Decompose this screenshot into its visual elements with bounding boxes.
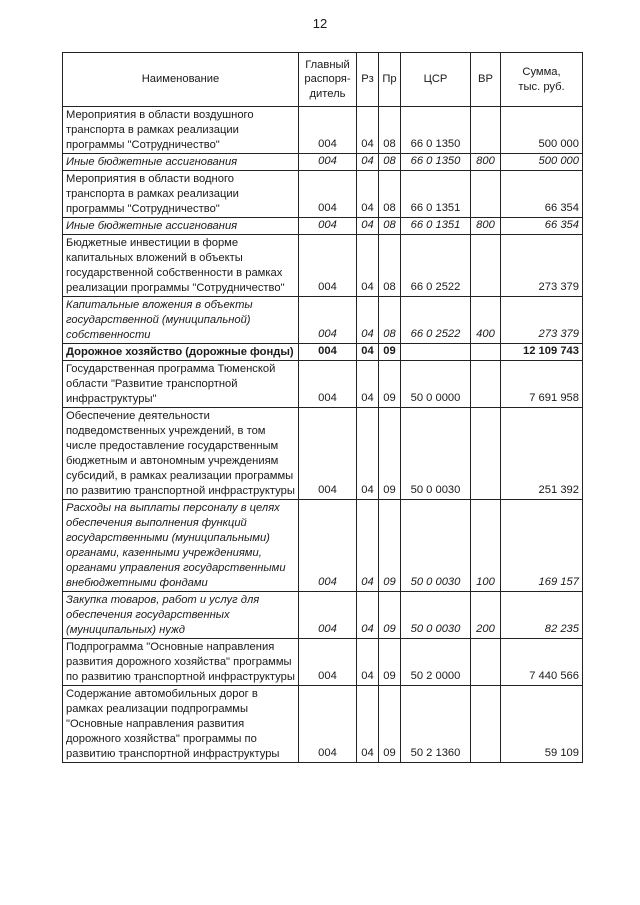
row-sum: 66 354 (501, 218, 583, 235)
row-rz: 04 (357, 154, 379, 171)
row-rz: 04 (357, 686, 379, 763)
row-rz: 04 (357, 344, 379, 361)
row-csr: 50 0 0030 (401, 592, 471, 639)
row-admin: 004 (299, 408, 357, 500)
header-pr: Пр (379, 53, 401, 107)
row-name: Иные бюджетные ассигнования (63, 154, 299, 171)
row-pr: 09 (379, 639, 401, 686)
page-number: 12 (312, 16, 328, 31)
row-name: Мероприятия в области воздушного транспорта в рамках реализации программы "Сотрудничество" (63, 107, 299, 154)
row-vr (471, 171, 501, 218)
header-sum-line1: Сумма, (522, 66, 561, 78)
row-pr: 09 (379, 361, 401, 408)
row-admin: 004 (299, 107, 357, 154)
header-csr: ЦСР (401, 53, 471, 107)
row-name: Капитальные вложения в объекты государственной (муниципальной) собственности (63, 297, 299, 344)
header-sum-line2: тыс. руб. (518, 80, 565, 93)
row-admin: 004 (299, 686, 357, 763)
row-admin: 004 (299, 344, 357, 361)
row-admin: 004 (299, 639, 357, 686)
row-admin: 004 (299, 500, 357, 592)
row-rz: 04 (357, 235, 379, 297)
row-sum: 12 109 743 (501, 344, 583, 361)
row-admin: 004 (299, 171, 357, 218)
row-name: Закупка товаров, работ и услуг для обеспечения государственных (муниципальных) нужд (63, 592, 299, 639)
row-name: Дорожное хозяйство (дорожные фонды) (63, 344, 299, 361)
header-vr: ВР (471, 53, 501, 107)
table-row (63, 171, 583, 218)
row-vr: 200 (471, 592, 501, 639)
row-csr: 50 2 1360 (401, 686, 471, 763)
row-name: Содержание автомобильных дорог в рамках реализации подпрограммы "Основные направления развития дорожного хозяйства" программы по развитию транспортной инфраструктуры (63, 686, 299, 763)
row-name: Обеспечение деятельности подведомственных учреждений, в том числе предоставление государственным бюджетным и автономным учреждениям субсидий, в рамках реализации программы по развитию транспортной инфраструктуры (63, 408, 299, 500)
row-rz: 04 (357, 361, 379, 408)
row-sum: 500 000 (501, 107, 583, 154)
row-admin: 004 (299, 592, 357, 639)
row-rz: 04 (357, 218, 379, 235)
row-rz: 04 (357, 107, 379, 154)
table-row (63, 500, 583, 592)
row-pr: 08 (379, 297, 401, 344)
header-admin-line3: дитель (309, 87, 346, 100)
row-vr (471, 408, 501, 500)
row-pr: 09 (379, 686, 401, 763)
row-vr (471, 107, 501, 154)
row-rz: 04 (357, 639, 379, 686)
row-pr: 08 (379, 218, 401, 235)
row-sum: 7 440 566 (501, 639, 583, 686)
row-admin: 004 (299, 235, 357, 297)
row-admin: 004 (299, 154, 357, 171)
row-vr (471, 639, 501, 686)
table-row (63, 361, 583, 408)
row-pr: 09 (379, 408, 401, 500)
row-admin: 004 (299, 218, 357, 235)
table-row (63, 592, 583, 639)
row-rz: 04 (357, 592, 379, 639)
table-row (63, 218, 583, 235)
row-sum: 59 109 (501, 686, 583, 763)
row-sum: 7 691 958 (501, 361, 583, 408)
row-csr: 50 0 0000 (401, 361, 471, 408)
row-vr (471, 235, 501, 297)
row-rz: 04 (357, 500, 379, 592)
table-row (63, 107, 583, 154)
row-vr: 100 (471, 500, 501, 592)
table-row (63, 639, 583, 686)
row-vr (471, 344, 501, 361)
header-admin-line1: Главный (305, 58, 350, 71)
row-vr (471, 361, 501, 408)
table-body (63, 107, 583, 763)
header-admin (299, 53, 357, 107)
row-sum: 82 235 (501, 592, 583, 639)
row-admin: 004 (299, 361, 357, 408)
table-row (63, 297, 583, 344)
row-admin: 004 (299, 297, 357, 344)
row-name: Подпрограмма "Основные направления развития дорожного хозяйства" программы по развитию транспортной инфраструктуры (63, 639, 299, 686)
table-row (63, 408, 583, 500)
row-pr: 09 (379, 344, 401, 361)
row-name: Бюджетные инвестиции в форме капитальных вложений в объекты государственной собственности в рамках реализации программы "Сотрудничество" (63, 235, 299, 297)
row-csr: 50 0 0030 (401, 500, 471, 592)
row-name: Расходы на выплаты персоналу в целях обеспечения выполнения функций государственными (муниципальными) органами, казенными учреждениями, органами управления государственными внебюджетными фондами (63, 500, 299, 592)
header-name: Наименование (63, 53, 299, 107)
row-sum: 169 157 (501, 500, 583, 592)
header-sum (501, 53, 583, 107)
table-row (63, 686, 583, 763)
row-csr: 66 0 1350 (401, 107, 471, 154)
row-vr: 400 (471, 297, 501, 344)
row-name: Мероприятия в области водного транспорта в рамках реализации программы "Сотрудничество" (63, 171, 299, 218)
budget-table (62, 52, 583, 763)
row-sum: 251 392 (501, 408, 583, 500)
row-csr: 50 2 0000 (401, 639, 471, 686)
row-name: Государственная программа Тюменской области "Развитие транспортной инфраструктуры" (63, 361, 299, 408)
header-row (63, 53, 583, 107)
row-csr: 66 0 1351 (401, 171, 471, 218)
row-csr: 50 0 0030 (401, 408, 471, 500)
row-rz: 04 (357, 408, 379, 500)
row-pr: 09 (379, 500, 401, 592)
row-vr: 800 (471, 154, 501, 171)
row-rz: 04 (357, 171, 379, 218)
row-pr: 08 (379, 107, 401, 154)
row-vr: 800 (471, 218, 501, 235)
row-pr: 08 (379, 154, 401, 171)
table-row (63, 344, 583, 361)
row-csr: 66 0 1351 (401, 218, 471, 235)
row-csr: 66 0 2522 (401, 235, 471, 297)
row-vr (471, 686, 501, 763)
header-admin-line2: распоря- (304, 73, 351, 86)
row-csr: 66 0 2522 (401, 297, 471, 344)
header-rz: Рз (357, 53, 379, 107)
table-row (63, 235, 583, 297)
row-pr: 09 (379, 592, 401, 639)
row-sum: 273 379 (501, 297, 583, 344)
row-sum: 66 354 (501, 171, 583, 218)
row-rz: 04 (357, 297, 379, 344)
row-pr: 08 (379, 171, 401, 218)
row-sum: 500 000 (501, 154, 583, 171)
row-name: Иные бюджетные ассигнования (63, 218, 299, 235)
row-pr: 08 (379, 235, 401, 297)
row-csr: 66 0 1350 (401, 154, 471, 171)
table-row (63, 154, 583, 171)
row-sum: 273 379 (501, 235, 583, 297)
row-csr (401, 344, 471, 361)
